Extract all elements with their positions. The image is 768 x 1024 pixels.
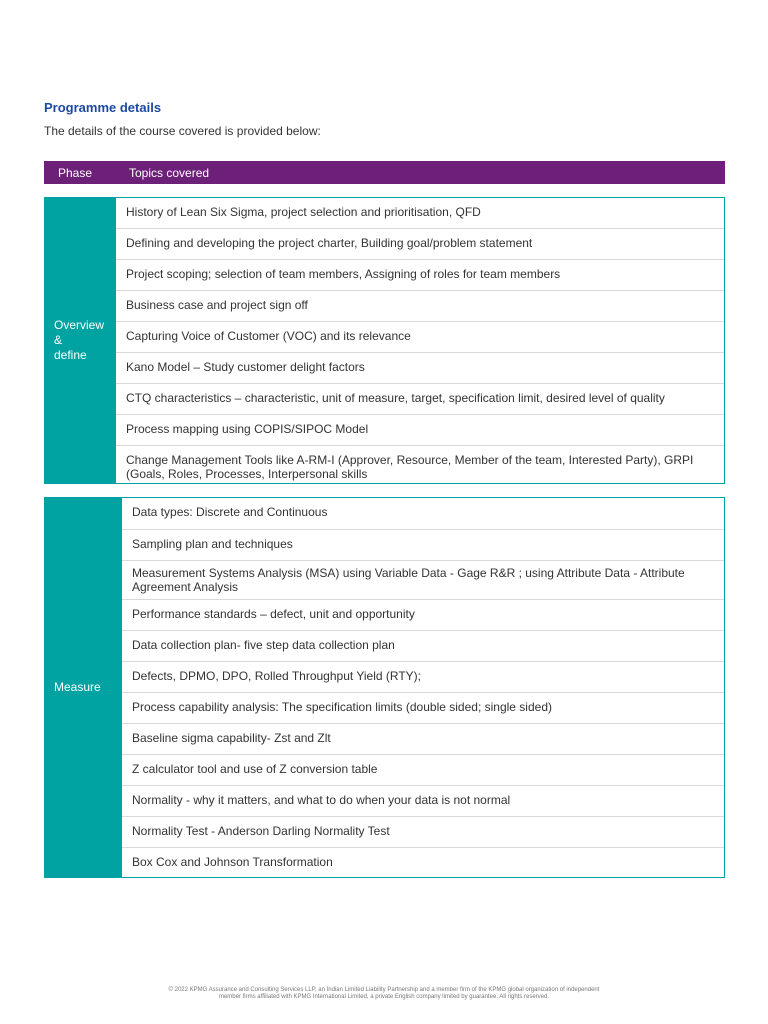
topic-row: Normality Test - Anderson Darling Normality Test: [122, 817, 724, 848]
footer-line: © 2022 KPMG Assurance and Consulting Services LLP, an Indian Limited Liability Partnership and a member firm of the KPMG global organization of independent: [168, 987, 600, 993]
topic-row: Sampling plan and techniques: [122, 530, 724, 561]
topic-row: Process mapping using COPIS/SIPOC Model: [116, 415, 724, 446]
topic-row: Change Management Tools like A-RM-I (Approver, Resource, Member of the team, Interested Party), GRPI (Goals, Roles, Processes, Interpersonal skills: [126, 453, 694, 481]
phase-label: Measure: [54, 680, 101, 694]
topic-row: Defects, DPMO, DPO, Rolled Throughput Yield (RTY);: [122, 662, 724, 693]
topics-list: [122, 498, 724, 877]
header-topics: Topics covered: [129, 165, 210, 180]
topic-row: Project scoping; selection of team members, Assigning of roles for team members: [116, 260, 724, 291]
table-header: [44, 161, 725, 184]
topic-row: Kano Model – Study customer delight factors: [116, 353, 724, 384]
topics-list: [116, 198, 724, 483]
topic-row: History of Lean Six Sigma, project selection and prioritisation, QFD: [116, 198, 724, 229]
topic-row: Normality - why it matters, and what to do when your data is not normal: [122, 786, 724, 817]
topic-row: Performance standards – defect, unit and opportunity: [122, 600, 724, 631]
section-measure: [44, 497, 725, 878]
topic-row: Z calculator tool and use of Z conversion table: [122, 755, 724, 786]
topic-row: CTQ characteristics – characteristic, unit of measure, target, specification limit, desired level of quality: [116, 384, 724, 415]
topic-row: Baseline sigma capability- Zst and Zlt: [122, 724, 724, 755]
intro-text: The details of the course covered is provided below:: [44, 124, 321, 138]
topic-row: Process capability analysis: The specification limits (double sided; single sided): [122, 693, 724, 724]
phase-cell: [45, 498, 122, 877]
topic-row: Capturing Voice of Customer (VOC) and its relevance: [116, 322, 724, 353]
topic-row: Data collection plan- five step data collection plan: [122, 631, 724, 662]
topic-row: Box Cox and Johnson Transformation: [132, 855, 333, 869]
page-heading: Programme details: [44, 100, 162, 115]
topic-row: Business case and project sign off: [116, 291, 724, 322]
topic-row: Measurement Systems Analysis (MSA) using Variable Data - Gage R&R ; using Attribute Data - Attribute Agreement Analysis: [122, 561, 724, 600]
topic-row: Data types: Discrete and Continuous: [122, 498, 724, 530]
phase-cell: [45, 198, 116, 483]
section-overview-define: [44, 197, 725, 484]
footer-copyright: [120, 987, 648, 1001]
phase-label: Overview & define: [54, 318, 105, 362]
topic-row: Defining and developing the project charter, Building goal/problem statement: [116, 229, 724, 260]
footer-line: member firms affiliated with KPMG International Limited, a private English company limited by guarantee. All rights reserved.: [218, 994, 550, 1000]
header-phase: Phase: [58, 165, 93, 180]
